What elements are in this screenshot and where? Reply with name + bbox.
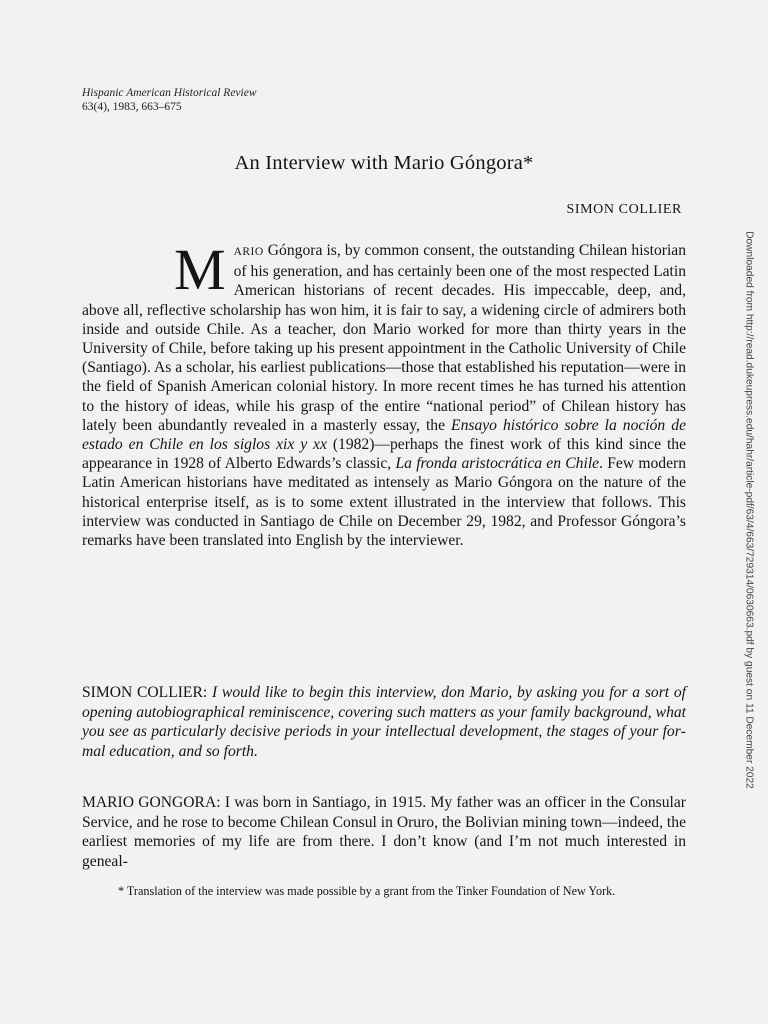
intro-smallcaps: ARIO xyxy=(233,246,264,258)
download-watermark xyxy=(738,231,760,789)
footnote-text: * Translation of the interview was made possible by a grant from the Tinker Foundation of New York. xyxy=(118,884,616,898)
journal-header xyxy=(82,86,257,114)
interview-answer xyxy=(82,793,686,871)
answer-text: I was born in Santiago, in 1915. My father was an officer in the Consular Service, and he rose to become Chilean Consul in Oruro, the Bolivian mining town—indeed, the earliest memories of my life are from there. I don’t know (and I’m not much interested in geneal- xyxy=(82,794,686,870)
intro-paragraph xyxy=(82,237,687,550)
intro-text-1: Góngora is, by common consent, the outstanding Chilean historian of his generation, and has certainly been one of the most respected Latin American historians of recent decades. His impeccable, deep, and, above all, reflective scholarship has won him, it is fair to say, a widening circle of admirers both inside and outside Chile. As a teacher, don Mario worked for more than thirty years in the University of Chile, before taking up his present appointment in the Catholic University of Chile (Santiago). As a scholar, his earliest publications—those that established his reputation—were in the field of Spanish American colonial history. In more recent times he has turned his attention to the history of ideas, while his grasp of the entire “national period” of Chilean history has lately been abundantly revealed in a masterly essay, the xyxy=(82,242,686,434)
watermark-text: Downloaded from http://read.dukeupress.edu/hahr/article-pdf/63/4/663/729314/0630663.pdf by guest on 11 December 2022 xyxy=(743,231,755,789)
intro-italic-title-2: La fronda aristocrática en Chile xyxy=(395,455,600,473)
intro-text-3: . Few modern Latin American historians have meditated as intensely as Mario Góngora on the nature of the historical enterprise itself, as is to some extent illustrated in the interview that follows. This interview was conducted in Santiago de Chile on December 29, 1982, and Professor Góngora’s remarks have been translated into English by the interviewer. xyxy=(82,455,686,550)
journal-name: Hispanic American Historical Review xyxy=(82,87,257,99)
intro-text-2: (1982)—perhaps the finest work of this kind since the appearance in 1928 of Alberto Edwards’s classic, xyxy=(82,436,687,473)
article-author: SIMON COLLIER xyxy=(566,202,682,217)
article-title: An Interview with Mario Góngora* xyxy=(234,152,534,174)
intro-italic-title-1: Ensayo histórico sobre la noción de estado en Chile en los siglos xix y xx xyxy=(82,416,686,454)
interview-question xyxy=(82,683,686,761)
speaker-label: SIMON COLLIER: xyxy=(82,684,208,701)
question-text: I would like to begin this interview, don Mario, by asking you for a sort of opening autobiographical reminiscence, covering such matters as your family background, what you see as particularly decisive periods in your intellectual development, the stages of your formal education, and so forth. xyxy=(82,684,686,760)
drop-cap: M xyxy=(174,237,226,302)
footnote xyxy=(82,883,688,900)
speaker-label: MARIO GONGORA: xyxy=(82,794,221,811)
journal-citation: 63(4), 1983, 663–675 xyxy=(82,101,182,113)
